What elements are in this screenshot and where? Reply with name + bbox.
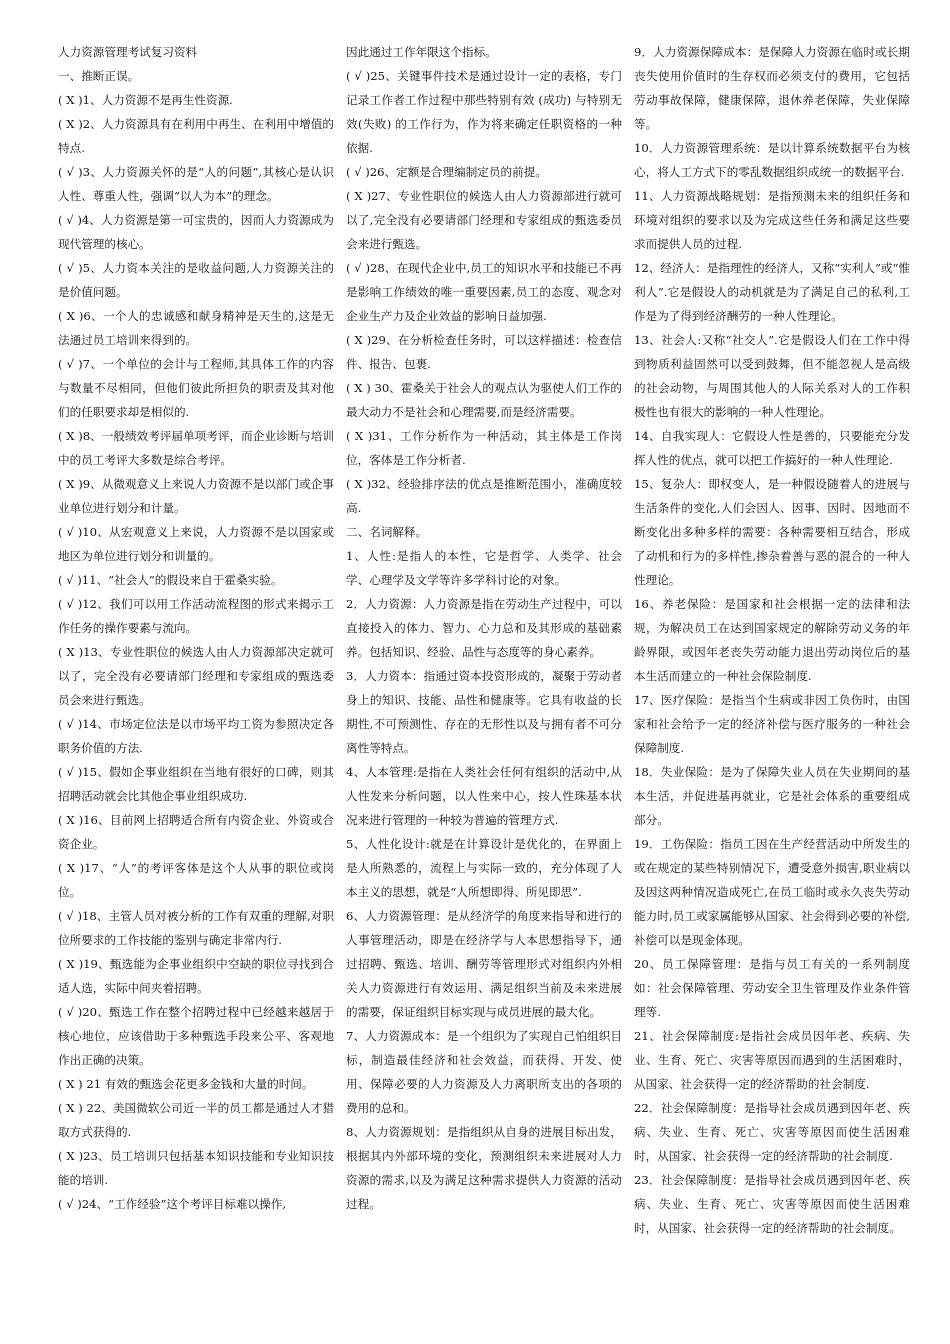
paragraph: 13、社会人:又称“社交人”.它是假设人们在工作中得到物质利益固然可以受到鼓舞，但不能忽视人是高级的社会动物，与周围其他人的人际关系对人的工作积极性也有很大的影响的一种人性理论。 — [634, 333, 910, 419]
column-right — [634, 40, 910, 1310]
paragraph: 17、医疗保险：是指当个生病或非因工负伤时，由国家和社会给予一定的经济补偿与医疗服务的一种社会保障制度. — [634, 693, 910, 755]
paragraph: ( X )13、专业性职位的候选人由人力资源部决定就可以了，完全没有必要请部门经理和专家组成的甄选委员会来进行甄选。 — [58, 645, 334, 707]
paragraph: 3．人力资本：指通过资本投资形成的，凝聚于劳动者身上的知识、技能、品性和健康等。它具有收益的长期性,不可预测性、存在的无形性以及与拥有者不可分离性等特点。 — [346, 669, 622, 755]
paragraph: ( X )27、专业性职位的候选人由人力资源部进行就可以了,完全没有必要请部门经理和专家组成的甄选委员会来进行甄选。 — [346, 189, 622, 251]
paragraph: ( √ )18、主管人员对被分析的工作有双重的理解,对职位所要求的工作技能的鉴别与确定非常内行. — [58, 909, 334, 947]
paragraph: ( X )9、从微观意义上来说人力资源不是以部门或企事业单位进行划分和计量。 — [58, 477, 334, 515]
paragraph: ( √ )25、关键事件技术是通过设计一定的表格，专门记录工作者工作过程中那些特别有效 (成功) 与特别无效(失败) 的工作行为，作为将来确定任职资格的一种依据. — [346, 69, 622, 155]
paragraph: 19．工伤保险：指员工因在生产经营活动中所发生的或在规定的某些特别情况下，遭受意外损害,职业病以及因这两种情况造成死亡,在员工临时或永久丧失劳动能力时,员工或家属能够从国家、社会得到必要的补偿,补偿可以是现金体现。 — [634, 837, 910, 947]
paragraph: 2．人力资源：人力资源是指在劳动生产过程中，可以直接投入的体力、智力、心力总和及其形成的基础素养。包括知识、经验、品性与态度等的身心素养。 — [346, 597, 622, 659]
document-page — [58, 40, 910, 1310]
paragraph: ( √ )11、“社会人”的假设来自于霍桑实验。 — [58, 573, 283, 587]
paragraph: ( √ )14、市场定位法是以市场平均工资为参照决定各职务价值的方法. — [58, 717, 334, 755]
paragraph: 5、人性化设计:就是在计算设计是优化的，在界面上是人所熟悉的，流程上与实际一致的，充分体现了人本主义的思想，就是“人所想即得、所见即思”. — [346, 837, 622, 899]
paragraph: ( X )2、人力资源具有在利用中再生、在利用中增值的特点. — [58, 117, 334, 155]
paragraph: ( X ) 30、霍桑关于社会人的观点认为驱使人们工作的最大动力不是社会和心理需要,而是经济需要。 — [346, 381, 622, 419]
paragraph: ( √ )7、一个单位的会计与工程师,其具体工作的内容与数量不尽相同，但他们彼此所担负的职责及其对他们的任职要求却是相似的. — [58, 357, 334, 419]
paragraph: 20、员工保障管理：是指与员工有关的一系列制度如：社会保障管理、劳动安全卫生管理及作业条件管理等. — [634, 957, 910, 1019]
paragraph: ( X )16、目前网上招聘适合所有内资企业、外资或合资企业。 — [58, 813, 334, 851]
paragraph: ( √ )15、假如企事业组织在当地有很好的口碑，则其招聘活动就会比其他企事业组织成功. — [58, 765, 334, 803]
paragraph: 10．人力资源管理系统：是以计算系统数据平台为核心，将人工方式下的零乱数据组织成统一的数据平台. — [634, 141, 910, 179]
paragraph: 16、养老保险：是国家和社会根据一定的法律和法规，为解决员工在达到国家规定的解除劳动义务的年龄界限，或因年老丧失劳动能力退出劳动岗位后的基本生活而建立的一种社会保险制度. — [634, 597, 910, 683]
paragraph: 一、推断正误。 — [58, 69, 140, 83]
paragraph: ( X )17、“人”的考评客体是这个人从事的职位或岗位。 — [58, 861, 334, 899]
paragraph: 8、人力资源规划：是指组织从自身的进展目标出发，根据其内外部环境的变化，预测组织未来进展对人力资源的需求,以及为满足这种需求提供人力资源的活动过程。 — [346, 1125, 622, 1211]
paragraph: ( X )32、经验排序法的优点是推断范围小，准确度较高. — [346, 477, 622, 515]
paragraph: 9．人力资源保障成本：是保障人力资源在临时或长期丧失使用价值时的生存权而必须支付的费用，它包括劳动事故保障，健康保障，退休养老保障，失业保障等。 — [634, 45, 910, 131]
paragraph: 12、经济人：是指理性的经济人，又称“实利人”或“惟利人”.它是假设人的动机就是为了满足自己的私利,工作是为了得到经济酬劳的一种人性理论。 — [634, 261, 910, 323]
paragraph: ( X )31、工作分析作为一种活动，其主体是工作岗位，客体是工作分析者. — [346, 429, 622, 467]
paragraph: 11、人力资源战略规划：是指预测未来的组织任务和环境对组织的要求以及为完成这些任务和满足这些要求而提供人员的过程. — [634, 189, 910, 251]
paragraph: ( X ) 21 有效的甄选会花更多金钱和大量的时间。 — [58, 1077, 314, 1091]
paragraph: ( √ )28、在现代企业中,员工的知识水平和技能已不再是影响工作绩效的唯一重要因素,员工的态度、观念对企业生产力及企业效益的影响日益加强. — [346, 261, 622, 323]
paragraph: ( √ )12、我们可以用工作活动流程图的形式来揭示工作任务的操作要素与流向。 — [58, 597, 334, 635]
paragraph: ( X )8、一般绩效考评届单项考评，而企业诊断与培训中的员工考评大多数是综合考评。 — [58, 429, 334, 467]
paragraph: 7、人力资源成本：是一个组织为了实现自己怕组织目标，制造最佳经济和社会效益，而获得、开发、使用、保障必要的人力资源及人力离职所支出的各项的费用的总和。 — [346, 1029, 622, 1115]
paragraph: 21、社会保障制度:是指社会成员因年老、疾病、失业、生育、死亡、灾害等原因而遇到的生活困难时，从国家、社会获得一定的经济帮助的社会制度. — [634, 1029, 910, 1091]
paragraph: 1、人性:是指人的本性，它是哲学、人类学、社会学、心理学及文学等许多学科讨论的对象。 — [346, 549, 622, 587]
paragraph: 因此通过工作年限这个指标。 — [346, 45, 497, 59]
paragraph: 14、自我实现人：它假设人性是善的，只要能充分发挥人性的优点，就可以把工作搞好的一种人性理论. — [634, 429, 910, 467]
paragraph: 二、名词解释。 — [346, 525, 428, 539]
paragraph: ( √ )24、“工作经验”这个考评目标难以操作, — [58, 1197, 287, 1211]
paragraph: ( X )23、员工培训只包括基本知识技能和专业知识技能的培训. — [58, 1149, 334, 1187]
paragraph: ( X )29、在分析检查任务时，可以这样描述：检查信件、报告、包裹. — [346, 333, 622, 371]
paragraph: 15、复杂人：即权变人，是一种假设随着人的进展与生活条件的变化,人们会因人、因事、因时、因地而不断变化出多种多样的需要：各种需要相互结合，形成了动机和行为的多样性,掺杂着善与恶的混合的一种人性理论。 — [634, 477, 910, 587]
paragraph: ( √ )26、定额是合理编制定员的前提。 — [346, 165, 547, 179]
column-left — [58, 40, 334, 1310]
paragraph: ( X )1、人力资源不是再生性资源. — [58, 93, 233, 107]
paragraph: ( √ )5、人力资本关注的是收益问题,人力资源关注的是价值问题。 — [58, 261, 334, 299]
column-middle — [346, 40, 622, 1310]
paragraph: 人力资源管理考试复习资料 — [58, 45, 198, 59]
paragraph: 18．失业保险：是为了保障失业人员在失业期间的基本生活，并促进基再就业，它是社会体系的重要组成部分。 — [634, 765, 910, 827]
paragraph: ( √ )4、人力资源是第一可宝贵的，因而人力资源成为现代管理的核心。 — [58, 213, 334, 251]
paragraph: ( X )19、甄选能为企事业组织中空缺的职位寻找到合适人选，实际中间夹着招聘。 — [58, 957, 334, 995]
paragraph: 6、人力资源管理：是从经济学的角度来指导和进行的人事管理活动，即是在经济学与人本思想指导下，通过招聘、甄选、培训、酬劳等管理形式对组织内外相关人力资源进行有效运用、满足组织当前及未来进展的需要，保证组织目标实现与成员进展的最大化。 — [346, 909, 622, 1019]
paragraph: ( √ )3、人力资源关怀的是“人的问题”,其核心是认识人性、尊重人性，强调“以人为本”的理念。 — [58, 165, 334, 203]
paragraph: ( √ )10、从宏观意义上来说，人力资源不是以国家或地区为单位进行划分和训量的。 — [58, 525, 334, 563]
paragraph: 4、人本管理:是指在人类社会任何有组织的活动中,从人性发来分析问题，以人性来中心，按人性珠基本状况来进行管理的一种较为普遍的管理方式. — [346, 765, 622, 827]
paragraph: ( X )6、一个人的忠诚感和献身精神是天生的,这是无法通过员工培训来得到的。 — [58, 309, 334, 347]
paragraph: 23．社会保障制度：是指导社会成员遇到因年老、疾病、失业、生育、死亡、灾害等原因而使生活困难时，从国家、社会获得一定的经济帮助的社会制度。 — [634, 1173, 910, 1235]
paragraph: ( √ )20、甄选工作在整个招聘过程中已经越来越居于核心地位，应该借助于多种甄选手段来公平、客观地作出正确的决策。 — [58, 1005, 334, 1067]
paragraph: 22．社会保障制度：是指导社会成员遇到因年老、疾病、失业、生育、死亡、灾害等原因而使生活困难时，从国家、社会获得一定的经济帮助的社会制度. — [634, 1101, 910, 1163]
paragraph: ( X ) 22、美国微软公司近一半的员工都是通过人才猎取方式获得的. — [58, 1101, 334, 1139]
